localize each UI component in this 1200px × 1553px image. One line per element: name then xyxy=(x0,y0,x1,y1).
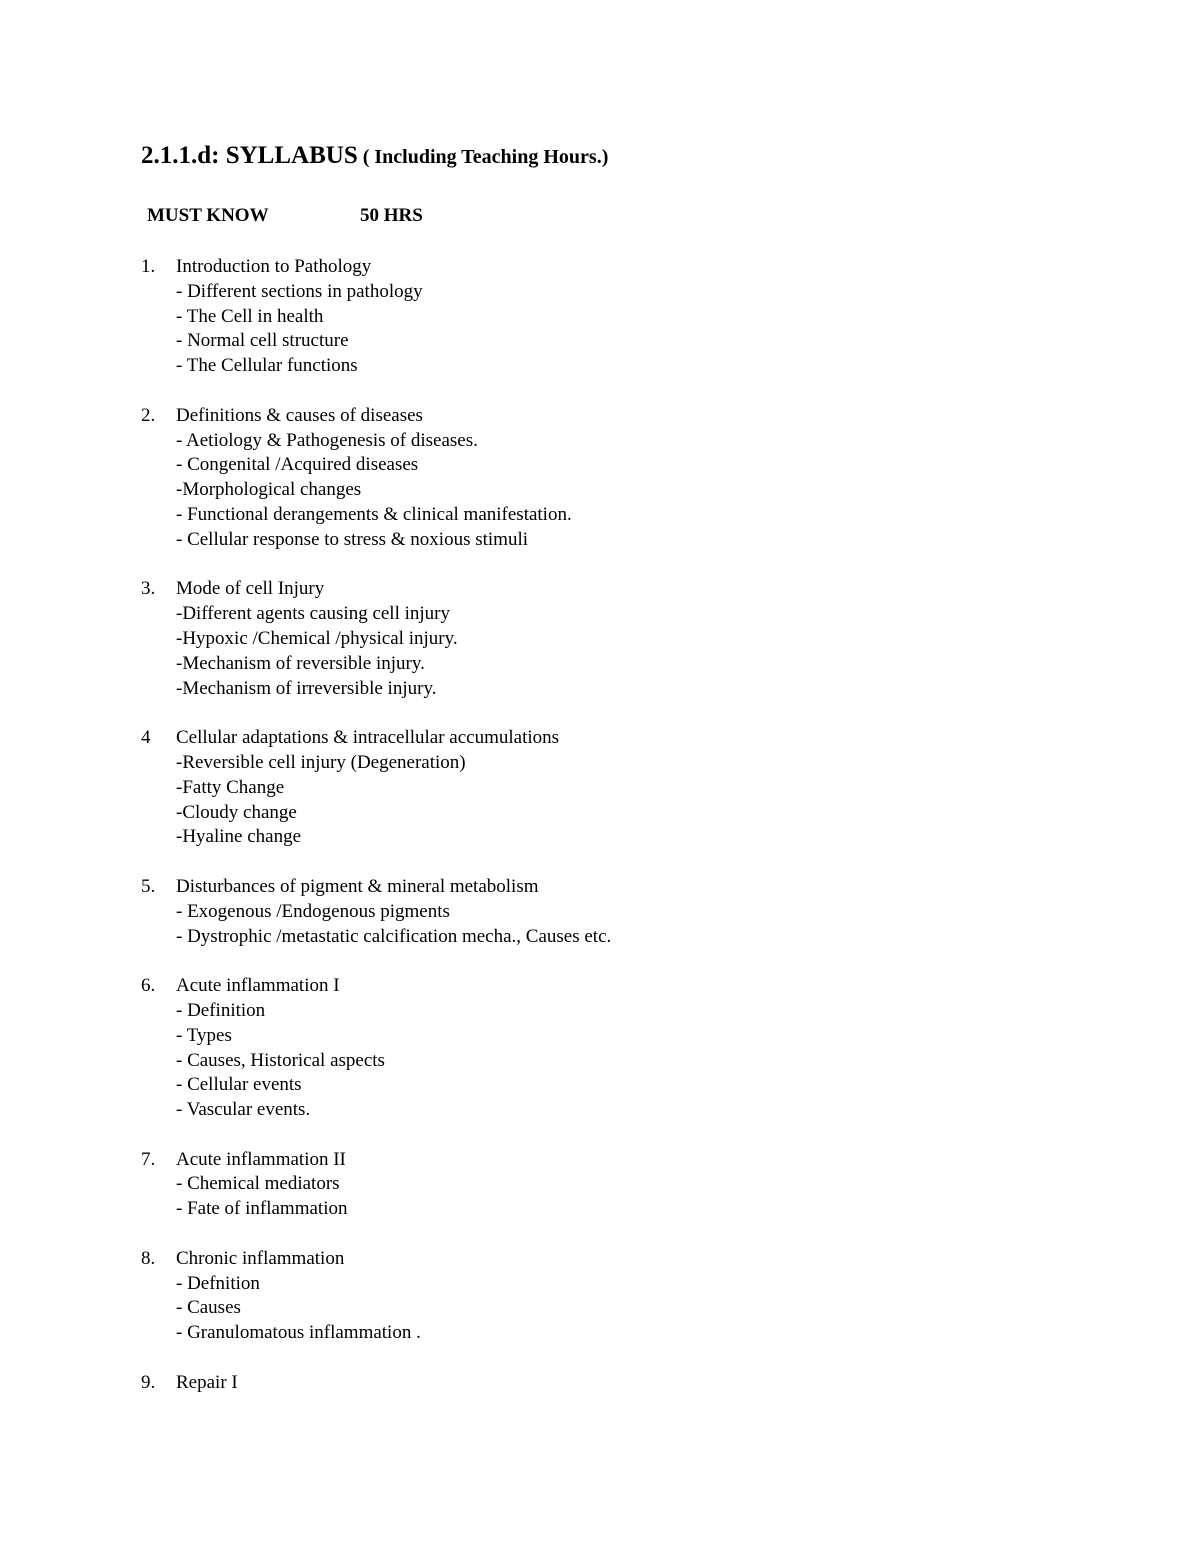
syllabus-section xyxy=(141,1148,1041,1222)
section-item-line xyxy=(141,503,1041,528)
section-heading: Introduction to Pathology xyxy=(176,256,372,277)
section-item-line xyxy=(141,1321,1041,1346)
section-item-line xyxy=(141,1049,1041,1074)
section-heading-line xyxy=(141,577,1041,602)
section-heading: Definitions & causes of diseases xyxy=(176,404,423,426)
syllabus-section xyxy=(141,875,1041,949)
section-heading: Acute inflammation II xyxy=(176,1148,346,1170)
section-item: - Dystrophic /metastatic calcification mecha., Causes etc. xyxy=(176,925,612,947)
syllabus-section xyxy=(141,1247,1041,1346)
section-heading-line xyxy=(141,875,1041,900)
section-heading: Cellular adaptations & intracellular accumulations xyxy=(176,727,560,749)
section-item: -Morphological changes xyxy=(176,479,362,501)
section-item-line xyxy=(141,429,1041,454)
section-item: - Definition xyxy=(176,999,266,1021)
section-item: - Defnition xyxy=(176,1272,260,1294)
section-item: - Aetiology & Pathogenesis of diseases. xyxy=(176,429,478,451)
section-item: - Chemical mediators xyxy=(176,1173,340,1195)
section-item-line xyxy=(141,1098,1041,1123)
section-item: -Fatty Change xyxy=(176,776,285,798)
section-number: 2. xyxy=(141,404,156,426)
section-item-line xyxy=(141,453,1041,478)
section-item: - The Cell in health xyxy=(176,305,324,327)
section-item: -Mechanism of reversible injury. xyxy=(176,652,425,674)
section-heading: Chronic inflammation xyxy=(176,1247,345,1269)
section-item-line xyxy=(141,1073,1041,1098)
section-heading-line xyxy=(141,404,1041,429)
section-item: - Congenital /Acquired diseases xyxy=(176,454,419,476)
must-know-label: MUST KNOW xyxy=(147,205,269,226)
syllabus-list xyxy=(141,255,1041,1420)
section-number: 9. xyxy=(141,1371,156,1393)
section-heading-line xyxy=(141,974,1041,999)
syllabus-section xyxy=(141,974,1041,1123)
section-item-line xyxy=(141,1024,1041,1049)
section-item: -Cloudy change xyxy=(176,801,297,823)
section-heading: Acute inflammation I xyxy=(176,975,340,997)
section-item: -Reversible cell injury (Degeneration) xyxy=(176,751,466,773)
section-item-line xyxy=(141,825,1041,850)
section-item-line xyxy=(141,280,1041,305)
section-heading: Repair I xyxy=(176,1371,238,1393)
section-item: - Vascular events. xyxy=(176,1099,311,1121)
section-heading-line xyxy=(141,726,1041,751)
section-number: 1. xyxy=(141,256,156,277)
section-item: - Fate of inflammation xyxy=(176,1198,348,1220)
section-item-line xyxy=(141,751,1041,776)
section-number: 7. xyxy=(141,1148,156,1170)
section-number: 8. xyxy=(141,1247,156,1269)
section-number: 4 xyxy=(141,727,151,749)
section-item-line xyxy=(141,925,1041,950)
section-heading-line xyxy=(141,1371,1041,1396)
section-item: -Different agents causing cell injury xyxy=(176,603,450,625)
section-item: -Mechanism of irreversible injury. xyxy=(176,677,437,699)
section-heading-line xyxy=(141,1148,1041,1173)
section-item-line xyxy=(141,1172,1041,1197)
section-number: 6. xyxy=(141,975,156,997)
section-number: 3. xyxy=(141,578,156,600)
section-heading-line xyxy=(141,1247,1041,1272)
section-item-line xyxy=(141,478,1041,503)
section-item-line xyxy=(141,1197,1041,1222)
title-subtitle: ( Including Teaching Hours.) xyxy=(357,146,609,168)
syllabus-section xyxy=(141,1371,1041,1396)
section-item-line xyxy=(141,329,1041,354)
section-number: 5. xyxy=(141,875,156,897)
section-item: - Cellular response to stress & noxious stimuli xyxy=(176,528,529,550)
section-item: - Causes, Historical aspects xyxy=(176,1049,385,1071)
section-item-line xyxy=(141,627,1041,652)
section-item-line xyxy=(141,354,1041,379)
section-heading-line xyxy=(141,255,1041,280)
section-item: - Granulomatous inflammation . xyxy=(176,1322,421,1344)
section-item-line xyxy=(141,677,1041,702)
section-item: -Hypoxic /Chemical /physical injury. xyxy=(176,627,458,649)
title-main: 2.1.1.d: SYLLABUS xyxy=(141,142,358,169)
syllabus-section xyxy=(141,577,1041,701)
section-item: - Different sections in pathology xyxy=(176,280,423,302)
section-item-line xyxy=(141,801,1041,826)
section-item-line xyxy=(141,900,1041,925)
must-know-row xyxy=(147,205,423,226)
section-item-line xyxy=(141,776,1041,801)
section-item-line xyxy=(141,1296,1041,1321)
syllabus-section xyxy=(141,726,1041,850)
document-title xyxy=(141,143,608,168)
section-item: - Cellular events xyxy=(176,1074,302,1096)
syllabus-section xyxy=(141,255,1041,379)
section-item-line xyxy=(141,602,1041,627)
section-item: -Hyaline change xyxy=(176,826,302,848)
section-item-line xyxy=(141,528,1041,553)
section-item: - Causes xyxy=(176,1297,241,1319)
section-item-line xyxy=(141,305,1041,330)
section-item: - Types xyxy=(176,1024,232,1046)
section-item-line xyxy=(141,999,1041,1024)
syllabus-section xyxy=(141,404,1041,553)
section-item: - Exogenous /Endogenous pigments xyxy=(176,900,450,922)
section-item: - The Cellular functions xyxy=(176,355,358,377)
section-item-line xyxy=(141,652,1041,677)
section-item: - Functional derangements & clinical manifestation. xyxy=(176,503,572,525)
section-heading: Disturbances of pigment & mineral metabolism xyxy=(176,875,539,897)
section-heading: Mode of cell Injury xyxy=(176,578,325,600)
section-item-line xyxy=(141,1272,1041,1297)
must-know-hours: 50 HRS xyxy=(360,205,423,226)
section-item: - Normal cell structure xyxy=(176,330,349,352)
